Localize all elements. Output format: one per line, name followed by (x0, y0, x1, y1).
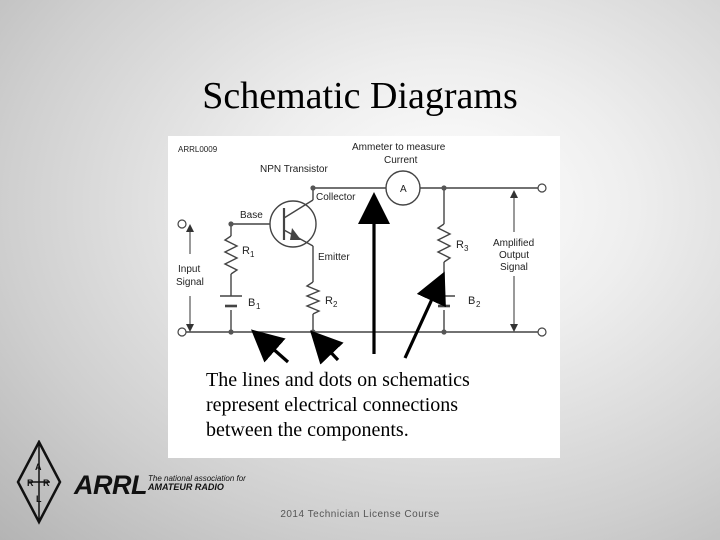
resistor-r1-icon (225, 236, 237, 274)
battery-b1-icon (220, 296, 242, 306)
arrl-logo-text: ARRL (74, 470, 147, 500)
resistor-r3-icon (438, 224, 450, 262)
npn-transistor-icon (270, 200, 316, 247)
output-terminal-top (538, 184, 546, 192)
diamond-letter-r2: R (43, 478, 50, 488)
diamond-letter-l: L (36, 494, 42, 504)
battery-b2-icon (433, 296, 455, 306)
diamond-letter-a: A (35, 462, 42, 472)
junction-dot (441, 329, 446, 334)
output-signal-label-line2: Output (499, 250, 530, 261)
caption-line-3: between the components. (206, 419, 409, 441)
input-signal-label: Input (178, 264, 201, 275)
junction-dot (228, 221, 233, 226)
caption-line-1: The lines and dots on schematics (206, 369, 470, 391)
arrl-tagline-line2: AMATEUR RADIO (148, 482, 224, 492)
resistor-r2-icon (307, 282, 319, 314)
b2-subscript: 2 (476, 300, 481, 309)
b2-label: B (468, 295, 476, 307)
r3-subscript: 3 (464, 244, 469, 253)
arrow-to-middle-dot (321, 342, 338, 360)
r1-subscript: 1 (250, 250, 255, 259)
ammeter-label-line2: Current (384, 155, 418, 166)
ammeter-label: Ammeter to measure (352, 142, 446, 153)
junction-dot (441, 185, 446, 190)
output-signal-label: Amplified (493, 238, 535, 249)
r2-label: R (325, 295, 333, 307)
output-signal-label-line3: Signal (500, 262, 528, 273)
caption-text (206, 368, 556, 443)
input-signal-label-line2: Signal (176, 277, 204, 288)
caption-line-2: represent electrical connections (206, 394, 459, 416)
base-label: Base (240, 210, 263, 221)
ammeter-symbol-label: A (400, 184, 407, 195)
b1-label: B (248, 297, 256, 309)
slide-title: Schematic Diagrams (202, 75, 518, 117)
r1-label: R (242, 245, 250, 257)
r3-label: R (456, 239, 464, 251)
junction-dot (310, 329, 315, 334)
footer-text: 2014 Technician License Course (280, 509, 440, 520)
r2-subscript: 2 (333, 300, 338, 309)
junction-dot (310, 185, 315, 190)
figure-id-label: ARRL0009 (178, 145, 218, 154)
arrl-tagline-line1: The national association for (148, 474, 246, 483)
emitter-label: Emitter (318, 252, 350, 263)
arrl-tagline (148, 474, 248, 492)
npn-transistor-label: NPN Transistor (260, 164, 328, 175)
input-terminal-bottom (178, 328, 186, 336)
arrow-to-right-wire (405, 286, 438, 358)
junction-dot (228, 329, 233, 334)
diamond-letter-r1: R (27, 478, 34, 488)
collector-label: Collector (316, 192, 356, 203)
arrow-to-left-dot (263, 340, 288, 362)
b1-subscript: 1 (256, 302, 261, 311)
input-terminal-top (178, 220, 186, 228)
output-terminal-bottom (538, 328, 546, 336)
